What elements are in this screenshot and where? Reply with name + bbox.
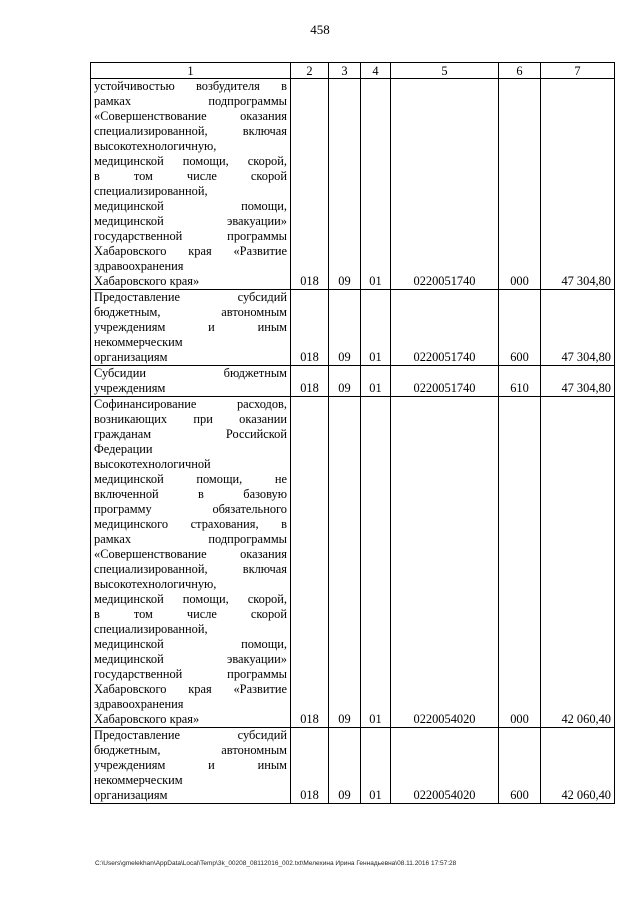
row-description bbox=[91, 79, 291, 290]
code-subsection: 01 bbox=[361, 728, 391, 804]
description-line: учреждениям и иным bbox=[94, 320, 287, 334]
code-expense-type: 000 bbox=[499, 397, 541, 728]
code-subsection: 01 bbox=[361, 290, 391, 366]
description-line: медицинской эвакуации» bbox=[94, 652, 287, 666]
description-line: медицинской помощи, не bbox=[94, 472, 287, 486]
description-line: медицинской эвакуации» bbox=[94, 214, 287, 228]
description-line: здравоохранения bbox=[94, 259, 184, 273]
description-line: медицинской помощи, скорой, bbox=[94, 154, 287, 168]
description-line: медицинской помощи, bbox=[94, 637, 287, 651]
row-description bbox=[91, 397, 291, 728]
code-target-article: 0220051740 bbox=[391, 366, 499, 397]
code-section: 09 bbox=[329, 397, 361, 728]
description-line: Предоставление субсидий bbox=[94, 728, 287, 742]
code-ministry: 018 bbox=[291, 728, 329, 804]
table-row bbox=[91, 728, 615, 804]
description-line: учреждениям и иным bbox=[94, 758, 287, 772]
code-section: 09 bbox=[329, 728, 361, 804]
description-line: высокотехнологичную, bbox=[94, 577, 217, 591]
header-cell-6: 6 bbox=[499, 63, 541, 79]
description-line: организациям bbox=[94, 350, 168, 364]
description-line: организациям bbox=[94, 788, 168, 802]
code-target-article: 0220054020 bbox=[391, 728, 499, 804]
amount: 42 060,40 bbox=[541, 397, 615, 728]
description-line: гражданам Российской bbox=[94, 427, 287, 441]
footer-file-path: C:\Users\gmelekhan\AppData\Local\Temp\3k_00208_08112016_002.txt\Мелехина Ирина Геннадьевна\08.11.2016 17:57:28 bbox=[95, 860, 457, 867]
table-row bbox=[91, 290, 615, 366]
code-subsection: 01 bbox=[361, 79, 391, 290]
description-line: специализированной, bbox=[94, 184, 208, 198]
description-line: программу обязательного bbox=[94, 502, 287, 516]
code-subsection: 01 bbox=[361, 366, 391, 397]
code-ministry: 018 bbox=[291, 397, 329, 728]
table-row bbox=[91, 366, 615, 397]
table-row bbox=[91, 397, 615, 728]
code-ministry: 018 bbox=[291, 366, 329, 397]
description-line: рамках подпрограммы bbox=[94, 94, 287, 108]
description-line: государственной программы bbox=[94, 229, 287, 243]
description-line: высокотехнологичную, bbox=[94, 139, 217, 153]
code-section: 09 bbox=[329, 79, 361, 290]
table-row bbox=[91, 79, 615, 290]
description-line: высокотехнологичной bbox=[94, 457, 211, 471]
header-cell-4: 4 bbox=[361, 63, 391, 79]
code-expense-type: 610 bbox=[499, 366, 541, 397]
description-line: Хабаровского края» bbox=[94, 274, 200, 288]
amount: 42 060,40 bbox=[541, 728, 615, 804]
code-ministry: 018 bbox=[291, 79, 329, 290]
amount: 47 304,80 bbox=[541, 79, 615, 290]
description-line: некоммерческим bbox=[94, 773, 183, 787]
row-description bbox=[91, 728, 291, 804]
description-line: Субсидии бюджетным bbox=[94, 366, 287, 380]
description-line: медицинской помощи, скорой, bbox=[94, 592, 287, 606]
description-line: здравоохранения bbox=[94, 697, 184, 711]
description-line: медицинского страхования, в bbox=[94, 517, 287, 531]
code-expense-type: 600 bbox=[499, 728, 541, 804]
code-subsection: 01 bbox=[361, 397, 391, 728]
description-line: бюджетным, автономным bbox=[94, 305, 287, 319]
description-line: возникающих при оказании bbox=[94, 412, 287, 426]
code-target-article: 0220051740 bbox=[391, 79, 499, 290]
code-expense-type: 000 bbox=[499, 79, 541, 290]
description-line: в том числе скорой bbox=[94, 169, 287, 183]
header-cell-5: 5 bbox=[391, 63, 499, 79]
description-line: рамках подпрограммы bbox=[94, 532, 287, 546]
description-line: Хабаровского края» bbox=[94, 712, 200, 726]
description-line: «Совершенствование оказания bbox=[94, 109, 287, 123]
code-ministry: 018 bbox=[291, 290, 329, 366]
code-section: 09 bbox=[329, 366, 361, 397]
description-line: Предоставление субсидий bbox=[94, 290, 287, 304]
description-line: «Совершенствование оказания bbox=[94, 547, 287, 561]
code-target-article: 0220051740 bbox=[391, 290, 499, 366]
header-cell-3: 3 bbox=[329, 63, 361, 79]
description-line: Хабаровского края «Развитие bbox=[94, 244, 287, 258]
description-line: устойчивостью возбудителя в bbox=[94, 79, 287, 93]
header-cell-7: 7 bbox=[541, 63, 615, 79]
description-line: медицинской помощи, bbox=[94, 199, 287, 213]
header-cell-1: 1 bbox=[91, 63, 291, 79]
description-line: учреждениям bbox=[94, 381, 166, 395]
header-cell-2: 2 bbox=[291, 63, 329, 79]
code-expense-type: 600 bbox=[499, 290, 541, 366]
page-number: 458 bbox=[310, 22, 330, 37]
description-line: государственной программы bbox=[94, 667, 287, 681]
description-line: специализированной, включая bbox=[94, 562, 287, 576]
description-line: специализированной, включая bbox=[94, 124, 287, 138]
row-description bbox=[91, 290, 291, 366]
description-line: Софинансирование расходов, bbox=[94, 397, 287, 411]
header-row bbox=[91, 63, 615, 79]
description-line: бюджетным, автономным bbox=[94, 743, 287, 757]
description-line: включенной в базовую bbox=[94, 487, 287, 501]
amount: 47 304,80 bbox=[541, 290, 615, 366]
description-line: специализированной, bbox=[94, 622, 208, 636]
description-line: в том числе скорой bbox=[94, 607, 287, 621]
amount: 47 304,80 bbox=[541, 366, 615, 397]
code-target-article: 0220054020 bbox=[391, 397, 499, 728]
description-line: Федерации bbox=[94, 442, 153, 456]
description-line: некоммерческим bbox=[94, 335, 183, 349]
code-section: 09 bbox=[329, 290, 361, 366]
budget-table bbox=[90, 62, 615, 804]
row-description bbox=[91, 366, 291, 397]
description-line: Хабаровского края «Развитие bbox=[94, 682, 287, 696]
